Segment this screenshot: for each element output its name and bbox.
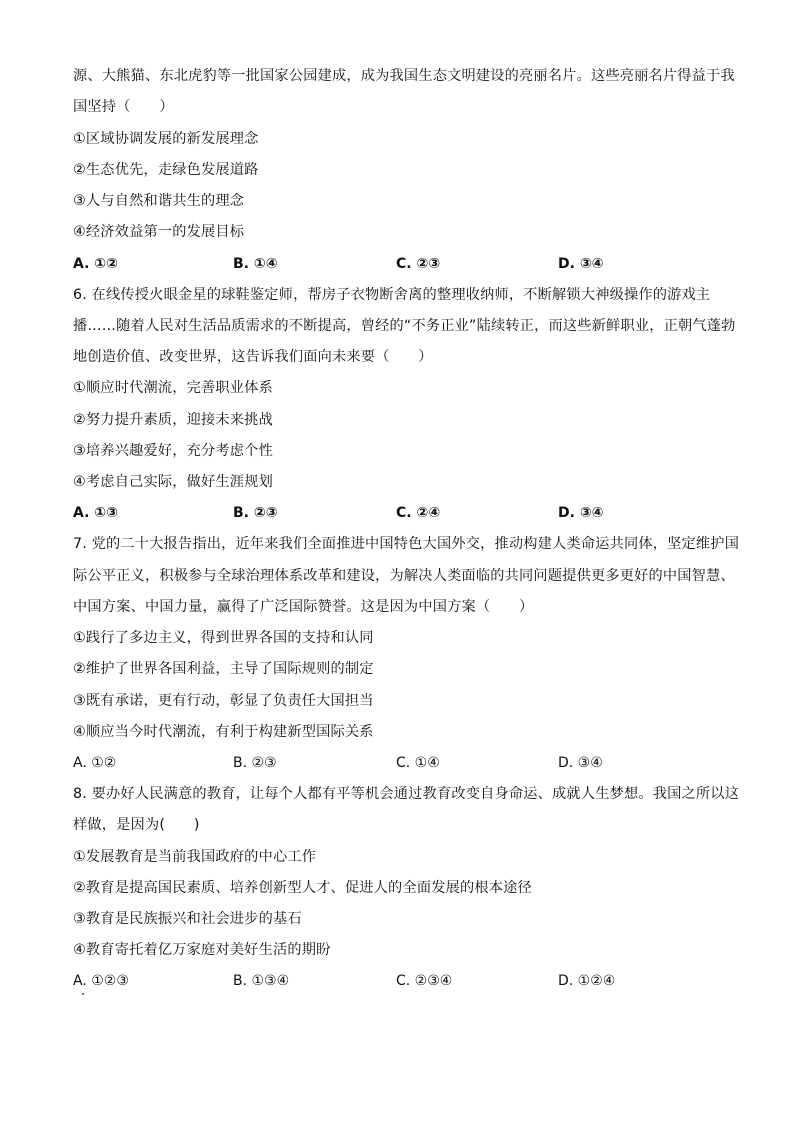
- q8-stem-line-2: 样做，是因为( ): [73, 817, 200, 833]
- q7-item-4: ④顺应当今时代潮流，有利于构建新型国际关系: [73, 724, 374, 740]
- q6-item-4: ④考虑自己实际，做好生涯规划: [73, 474, 273, 490]
- q6-option-d[interactable]: D. ③④: [558, 505, 604, 521]
- q5-option-a[interactable]: A. ①②: [73, 256, 118, 272]
- q8-option-a[interactable]: A. ①②③: [73, 973, 129, 989]
- q7-stem-line-3: 中国方案、中国力量，赢得了广泛国际赞誉。这是因为中国方案（ ）: [73, 599, 534, 615]
- q5-option-d[interactable]: D. ③④: [558, 256, 604, 272]
- q5-item-3: ③人与自然和谐共生的理念: [73, 193, 245, 209]
- q7-item-1: ①践行了多边主义，得到世界各国的支持和认同: [73, 630, 374, 646]
- q8-item-2: ②教育是提高国民素质、培养创新型人才、促进人的全面发展的根本途径: [73, 880, 532, 896]
- q6-stem-line-3: 地创造价值、改变世界，这告诉我们面向未来要（ ）: [73, 349, 433, 365]
- q7-item-3: ③既有承诺，更有行动，彰显了负责任大国担当: [73, 693, 374, 709]
- q5-item-2: ②生态优先，走绿色发展道路: [73, 162, 259, 178]
- q7-stem-line-2: 际公平正义，积极参与全球治理体系改革和建设，为解决人类面临的共同问题提供更多更好的中国智慧、: [73, 568, 735, 584]
- q8-option-d[interactable]: D. ①②④: [558, 973, 616, 989]
- q5-option-c[interactable]: C. ②③: [396, 256, 441, 272]
- q6-option-c[interactable]: C. ②④: [396, 505, 441, 521]
- q7-option-d[interactable]: D. ③④: [558, 755, 603, 771]
- q5-options: [73, 254, 723, 274]
- q7-option-b[interactable]: B. ②③: [233, 755, 277, 771]
- q6-item-1: ①顺应时代潮流，完善职业体系: [73, 380, 273, 396]
- q6-item-2: ②努力提升素质，迎接未来挑战: [73, 412, 273, 428]
- q5-item-4: ④经济效益第一的发展目标: [73, 224, 245, 240]
- q8-option-c[interactable]: C. ②③④: [396, 973, 453, 989]
- q8-stem-line-1: 8. 要办好人民满意的教育，让每个人都有平等机会通过教育改变自身命运、成就人生梦想。我国之所以这: [73, 786, 740, 802]
- q7-stem-line-1: 7. 党的二十大报告指出，近年来我们全面推进中国特色大国外交，推动构建人类命运共同体，坚定维护国: [73, 536, 740, 552]
- q6-options: [73, 503, 723, 523]
- q6-item-3: ③培养兴趣爱好，充分考虑个性: [73, 443, 273, 459]
- q5-option-b[interactable]: B. ①④: [233, 256, 278, 272]
- q7-item-2: ②维护了世界各国利益，主导了国际规则的制定: [73, 661, 374, 677]
- q8-option-b[interactable]: B. ①③④: [233, 973, 290, 989]
- stray-mark: [82, 993, 84, 995]
- q8-item-3: ③教育是民族振兴和社会进步的基石: [73, 911, 302, 927]
- q5-stem-line-2: 国坚持（ ）: [73, 99, 174, 115]
- q6-stem-line-1: 6. 在线传授火眼金星的球鞋鉴定师，帮房子衣物断舍离的整理收纳师，不断解锁大神级操作的游戏主: [73, 287, 711, 303]
- q6-stem-line-2: 播……随着人民对生活品质需求的不断提高，曾经的“不务正业”陆续转正，而这些新鲜职业，正朝气蓬勃: [73, 318, 736, 334]
- q6-option-a[interactable]: A. ①③: [73, 505, 118, 521]
- q7-option-c[interactable]: C. ①④: [396, 755, 440, 771]
- q8-item-4: ④教育寄托着亿万家庭对美好生活的期盼: [73, 942, 331, 958]
- q5-item-1: ①区域协调发展的新发展理念: [73, 131, 259, 147]
- q6-option-b[interactable]: B. ②③: [233, 505, 278, 521]
- q7-options: [73, 753, 723, 773]
- q7-option-a[interactable]: A. ①②: [73, 755, 117, 771]
- q8-options: [73, 971, 723, 991]
- q8-item-1: ①发展教育是当前我国政府的中心工作: [73, 849, 317, 865]
- q5-stem-line-1: 源、大熊猫、东北虎豹等一批国家公园建成，成为我国生态文明建设的亮丽名片。这些亮丽名片得益于我: [73, 68, 735, 84]
